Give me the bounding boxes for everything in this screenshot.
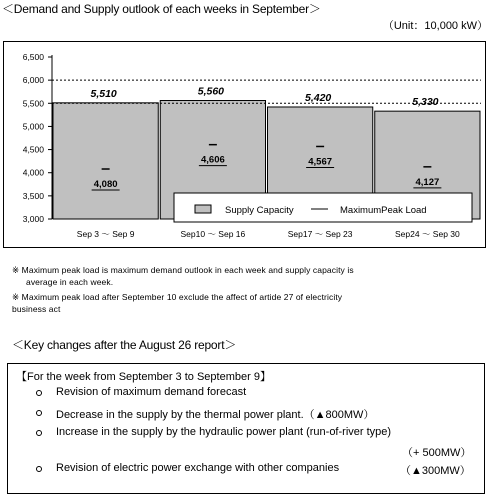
- page-title: ＜Demand and Supply outlook of each weeks in September＞: [2, 2, 321, 16]
- bullet-icon: [36, 430, 42, 436]
- legend-label-supply: Supply Capacity: [225, 205, 294, 216]
- supply-value-label: 5,420: [304, 91, 332, 104]
- y-tick-label: 6,000: [22, 75, 44, 86]
- note-line-4: business act: [12, 304, 61, 314]
- legend-label-peak: MaximumPeak Load: [340, 205, 427, 216]
- x-tick-label: Sep17 〜 Sep 23: [287, 229, 353, 239]
- chart-frame: [3, 41, 486, 248]
- change-item-4-amount: （▲300MW）: [400, 465, 471, 477]
- unit-label: （Unit：10,000 kW）: [382, 20, 488, 32]
- changes-heading: ＜Key changes after the August 26 report＞: [12, 338, 237, 352]
- y-tick-label: 5,500: [22, 98, 44, 109]
- y-tick-label: 4,500: [22, 144, 44, 155]
- y-tick-label: 6,500: [22, 52, 44, 62]
- x-tick-label: Sep 3 〜 Sep 9: [76, 229, 135, 239]
- bullet-icon: [36, 410, 42, 416]
- supply-value-label: 5,560: [197, 85, 225, 98]
- changes-box: [7, 363, 485, 494]
- changes-period: 【For the week from September 3 to September 9】: [16, 371, 271, 383]
- x-tick-label: Sep24 〜 Sep 30: [395, 229, 460, 239]
- legend-box: [174, 193, 472, 222]
- y-tick-label: 4,000: [22, 167, 44, 178]
- change-item-1: Revision of maximum demand forecast: [56, 386, 247, 398]
- y-tick-label: 3,000: [22, 214, 44, 224]
- bullet-icon: [36, 466, 42, 472]
- y-tick-label: 3,500: [22, 190, 44, 201]
- note-line-2: average in each week.: [26, 277, 114, 287]
- note-line-3: ※ Maximum peak load after September 10 exclude the affect of artide 27 of electricity: [12, 292, 343, 302]
- peak-value-label: 4,127: [415, 176, 440, 188]
- note-line-1: ※ Maximum peak load is maximum demand outlook in each week and supply capacity is: [12, 265, 354, 275]
- change-item-3-amount: （+ 500MW）: [402, 447, 472, 459]
- change-item-3: Increase in the supply by the hydraulic power plant (run-of-river type): [56, 426, 392, 438]
- bullet-icon: [36, 390, 42, 396]
- x-tick-label: Sep10 〜 Sep 16: [180, 229, 246, 239]
- legend-swatch-supply: [195, 205, 211, 213]
- supply-value-label: 5,510: [90, 87, 117, 100]
- supply-demand-chart: [4, 42, 487, 249]
- peak-value-label: 4,567: [308, 156, 333, 168]
- peak-value-label: 4,080: [93, 179, 118, 191]
- peak-value-label: 4,606: [200, 154, 225, 166]
- supply-value-label: 5,330: [412, 96, 439, 109]
- supply-bar: [53, 103, 158, 219]
- change-item-4: Revision of electric power exchange with other companies: [56, 462, 340, 474]
- change-item-2: Decrease in the supply by the thermal power plant.（▲800MW）: [56, 409, 375, 421]
- y-tick-label: 5,000: [22, 121, 44, 132]
